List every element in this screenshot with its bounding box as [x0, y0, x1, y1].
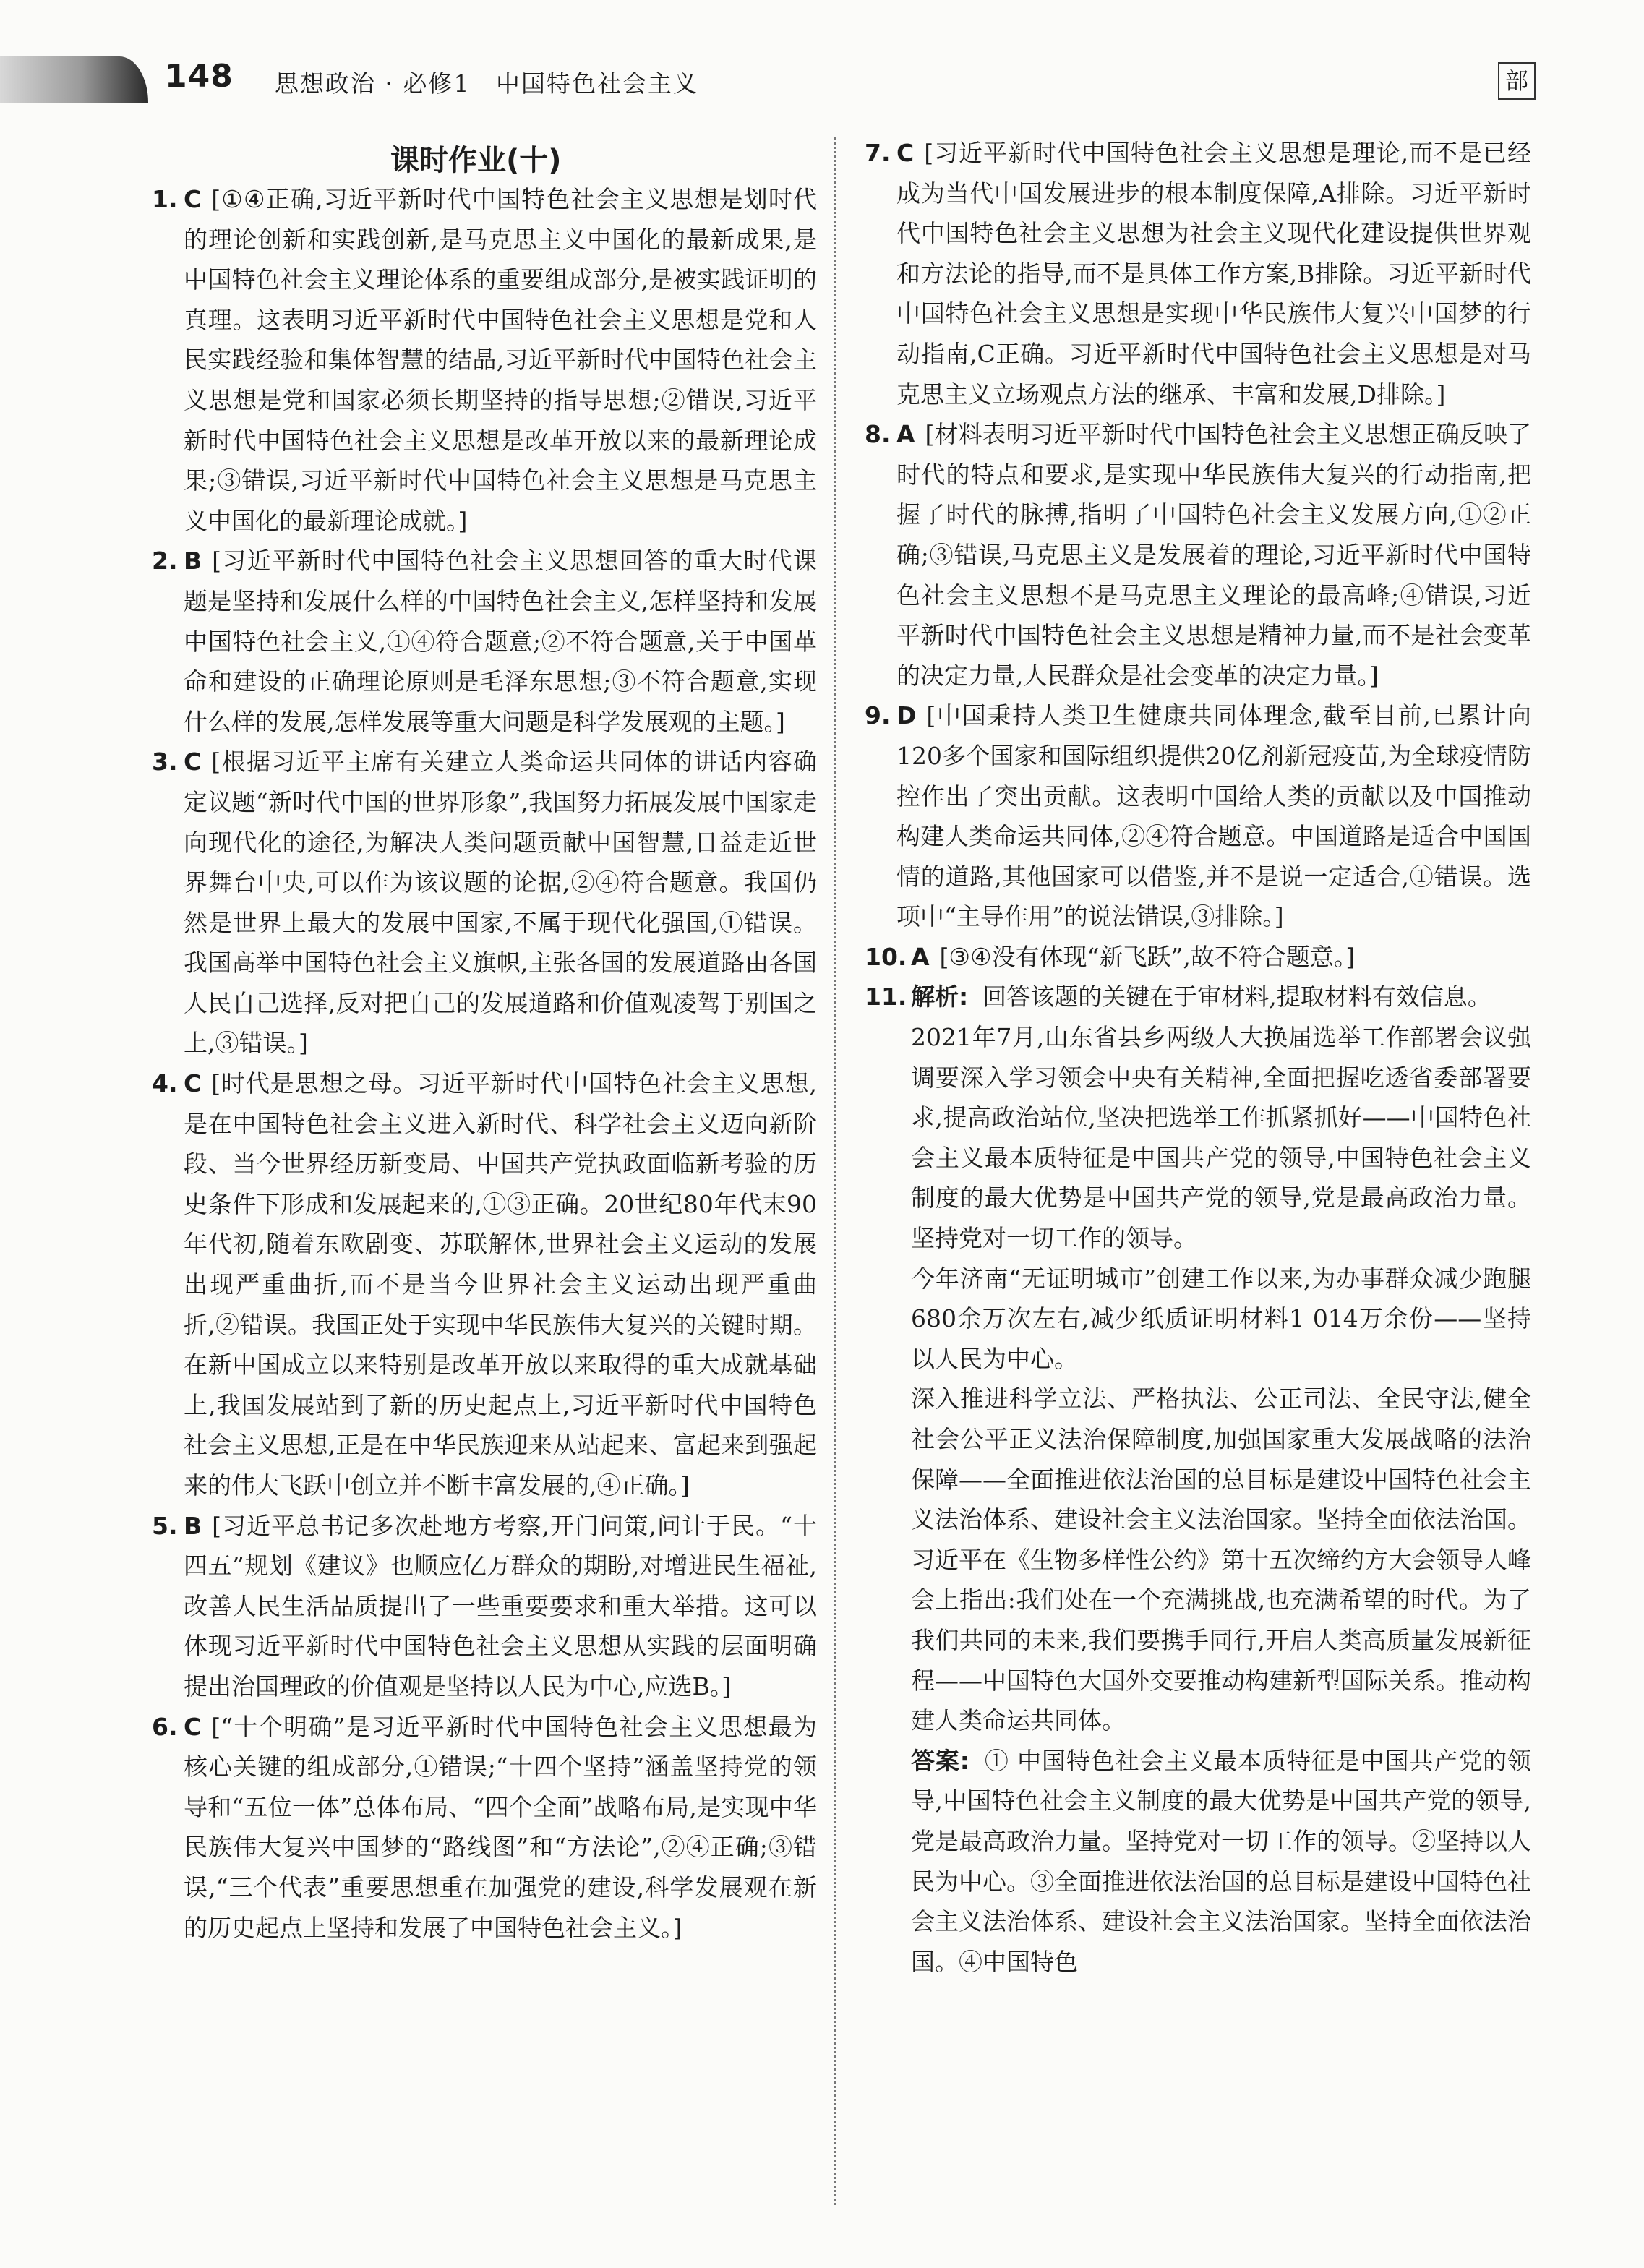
- item-answer: D: [896, 701, 917, 730]
- answer-label: 答案:: [911, 1746, 969, 1775]
- header-decoration-bar: [0, 56, 148, 103]
- item-answer: C: [896, 139, 915, 167]
- item-number: 6.: [152, 1712, 178, 1741]
- analysis-paragraph-4: 习近平在《生物多样性公约》第十五次缔约方大会领导人峰会上指出:我们处在一个充满挑战,也充满希望的时代。为了我们共同的未来,我们要携手同行,开启人类高质量发展新征程——中国特色大国外交要推动构建新型国际关系。推动构建人类命运共同体。: [911, 1545, 1531, 1735]
- answer-item-5: [152, 1506, 817, 1707]
- item-number: 4.: [152, 1069, 178, 1098]
- answer-item-10: [865, 937, 1531, 977]
- item-explanation: [习近平新时代中国特色社会主义思想是理论,而不是已经成为当代中国发展进步的根本制度保障,A排除。习近平新时代中国特色社会主义思想为社会主义现代化建设提供世界观和方法论的指导,而不是具体工作方案,B排除。习近平新时代中国特色社会主义思想是实现中华民族伟大复兴中国梦的行动指南,C正确。习近平新时代中国特色社会主义思想是对马克思主义立场观点方法的继承、丰富和发展,D排除。]: [896, 139, 1531, 408]
- item-number: 2.: [152, 547, 178, 575]
- analysis-paragraph-2: 今年济南“无证明城市”创建工作以来,为办事群众减少跑腿680余万次左右,减少纸质证明材料1 014万余份——坚持以人民为中心。: [911, 1264, 1531, 1373]
- item-answer: C: [184, 748, 202, 776]
- answer-item-9: [865, 696, 1531, 937]
- analysis-paragraph-1: 2021年7月,山东省县乡两级人大换届选举工作部署会议强调要深入学习领会中央有关精神,全面把握吃透省委部署要求,提高政治站位,坚决把选举工作抓紧抓好——中国特色社会主义最本质特征是中国共产党的领导,中国特色社会主义制度的最大优势是中国共产党的领导,党是最高政治力量。坚持党对一切工作的领导。: [911, 1023, 1531, 1253]
- item-number: 5.: [152, 1511, 178, 1540]
- item-answer: B: [184, 1511, 202, 1540]
- left-column: [152, 179, 817, 1948]
- item-explanation: [“十个明确”是习近平新时代中国特色社会主义思想最为核心关键的组成部分,①错误;“十四个坚持”涵盖坚持党的领导和“五位一体”总体布局、“四个全面”战略布局,是实现中华民族伟大复兴中国梦的“路线图”和“方法论”,②④正确;③错误,“三个代表”重要思想重在加强党的建设,科学发展观在新的历史起点上坚持和发展了中国特色社会主义。]: [184, 1712, 817, 1942]
- right-column: [865, 133, 1531, 1982]
- item-explanation: [时代是思想之母。习近平新时代中国特色社会主义思想,是在中国特色社会主义进入新时代、科学社会主义迈向新阶段、当今世界经历新变局、中国共产党执政面临新考验的历史条件下形成和发展起来的,①③正确。20世纪80年代末90年代初,随着东欧剧变、苏联解体,世界社会主义运动的发展出现严重曲折,而不是当今世界社会主义运动出现严重曲折,②错误。我国正处于实现中华民族伟大复兴的关键时期。在新中国成立以来特别是改革开放以来取得的重大成就基础上,我国发展站到了新的历史起点上,习近平新时代中国特色社会主义思想,正是在中华民族迎来从站起来、富起来到强起来的伟大飞跃中创立并不断丰富发展的,④正确。]: [184, 1069, 817, 1499]
- item-answer: A: [911, 942, 930, 971]
- answer-item-1: [152, 179, 817, 541]
- item-number: 8.: [865, 420, 891, 449]
- item-answer: B: [184, 547, 202, 575]
- item-explanation: [③④没有体现“新飞跃”,故不符合题意。]: [939, 942, 1356, 971]
- answer-item-7: [865, 133, 1531, 414]
- column-divider: [834, 137, 836, 2205]
- item-explanation: [①④正确,习近平新时代中国特色社会主义思想是划时代的理论创新和实践创新,是马克思主义中国化的最新成果,是中国特色社会主义理论体系的重要组成部分,是被实践证明的真理。这表明习近平新时代中国特色社会主义思想是党和人民实践经验和集体智慧的结晶,习近平新时代中国特色社会主义思想是党和国家必须长期坚持的指导思想;②错误,习近平新时代中国特色社会主义思想是改革开放以来的最新理论成果;③错误,习近平新时代中国特色社会主义思想是马克思主义中国化的最新理论成就。]: [184, 185, 817, 535]
- item-explanation: [中国秉持人类卫生健康共同体理念,截至目前,已累计向120多个国家和国际组织提供20亿剂新冠疫苗,为全球疫情防控作出了突出贡献。这表明中国给人类的贡献以及中国推动构建人类命运共同体,②④符合题意。中国道路是适合中国国情的道路,其他国家可以借鉴,并不是说一定适合,①错误。选项中“主导作用”的说法错误,③排除。]: [896, 701, 1531, 931]
- item-number: 9.: [865, 701, 891, 730]
- item-number: 3.: [152, 748, 178, 776]
- answer-item-2: [152, 541, 817, 742]
- item-explanation: [材料表明习近平新时代中国特色社会主义思想正确反映了时代的特点和要求,是实现中华民族伟大复兴的行动指南,把握了时代的脉搏,指明了中国特色社会主义发展方向,①②正确;③错误,马克思主义是发展着的理论,习近平新时代中国特色社会主义思想不是马克思主义理论的最高峰;④错误,习近平新时代中国特色社会主义思想是精神力量,而不是社会变革的决定力量,人民群众是社会变革的决定力量。]: [896, 420, 1531, 690]
- item-number: 1.: [152, 185, 178, 213]
- page-part-title: 中国特色社会主义: [496, 69, 698, 98]
- final-answer: [865, 1741, 1531, 1982]
- answer-item-8: [865, 414, 1531, 696]
- item-number: 11.: [865, 983, 907, 1011]
- analysis-paragraph-3: 深入推进科学立法、严格执法、公正司法、全民守法,健全社会公平正义法治保障制度,加强国家重大发展战略的法治保障——全面推进依法治国的总目标是建设中国特色社会主义法治体系、建设社会主义法治国家。坚持全面依法治国。: [911, 1385, 1531, 1534]
- answer-item-3: [152, 742, 817, 1064]
- item-answer: C: [184, 185, 202, 213]
- page-subject: 思想政治 · 必修1: [275, 69, 471, 98]
- item-answer: A: [896, 420, 915, 449]
- item-number: 7.: [865, 139, 891, 167]
- item-explanation: [根据习近平主席有关建立人类命运共同体的讲话内容确定议题“新时代中国的世界形象”,我国努力拓展发展中国家走向现代化的途径,为解决人类问题贡献中国智慧,日益走近世界舞台中央,可以作为该议题的论据,②④符合题意。我国仍然是世界上最大的发展中国家,不属于现代化强国,①错误。我国高举中国特色社会主义旗帜,主张各国的发展道路由各国人民自己选择,反对把自己的发展道路和价值观凌驾于别国之上,③错误。]: [184, 748, 817, 1058]
- section-title: 课时作业(十): [390, 144, 562, 177]
- answer-item-11: [865, 977, 1531, 1017]
- page-number: 148: [165, 58, 234, 95]
- analysis-intro: 回答该题的关键在于审材料,提取材料有效信息。: [982, 983, 1491, 1011]
- item-explanation: [习近平新时代中国特色社会主义思想回答的重大时代课题是坚持和发展什么样的中国特色社会主义,怎样坚持和发展中国特色社会主义,①④符合题意;②不符合题意,关于中国革命和建设的正确理论原则是毛泽东思想;③不符合题意,实现什么样的发展,怎样发展等重大问题是科学发展观的主题。]: [184, 547, 817, 736]
- answer-text: ① 中国特色社会主义最本质特征是中国共产党的领导,中国特色社会主义制度的最大优势是中国共产党的领导,党是最高政治力量。坚持党对一切工作的领导。②坚持以人民为中心。③全面推进依法治国的总目标是建设中国特色社会主义法治体系、建设社会主义法治国家。坚持全面依法治国。④中国特色: [911, 1746, 1531, 1976]
- item-answer: C: [184, 1069, 202, 1098]
- answer-item-4: [152, 1064, 817, 1506]
- answer-item-6: [152, 1707, 817, 1948]
- item-answer: C: [184, 1712, 202, 1741]
- item-number: 10.: [865, 942, 907, 971]
- analysis-label: 解析:: [911, 983, 969, 1011]
- item-explanation: [习近平总书记多次赴地方考察,开门问策,问计于民。“十四五”规划《建议》也顺应亿万群众的期盼,对增进民生福祉,改善人民生活品质提出了一些重要要求和重大举措。这可以体现习近平新时代中国特色社会主义思想从实践的层面明确提出治国理政的价值观是坚持以人民为中心,应选B。]: [184, 1511, 817, 1700]
- section-tab: 部: [1498, 62, 1536, 100]
